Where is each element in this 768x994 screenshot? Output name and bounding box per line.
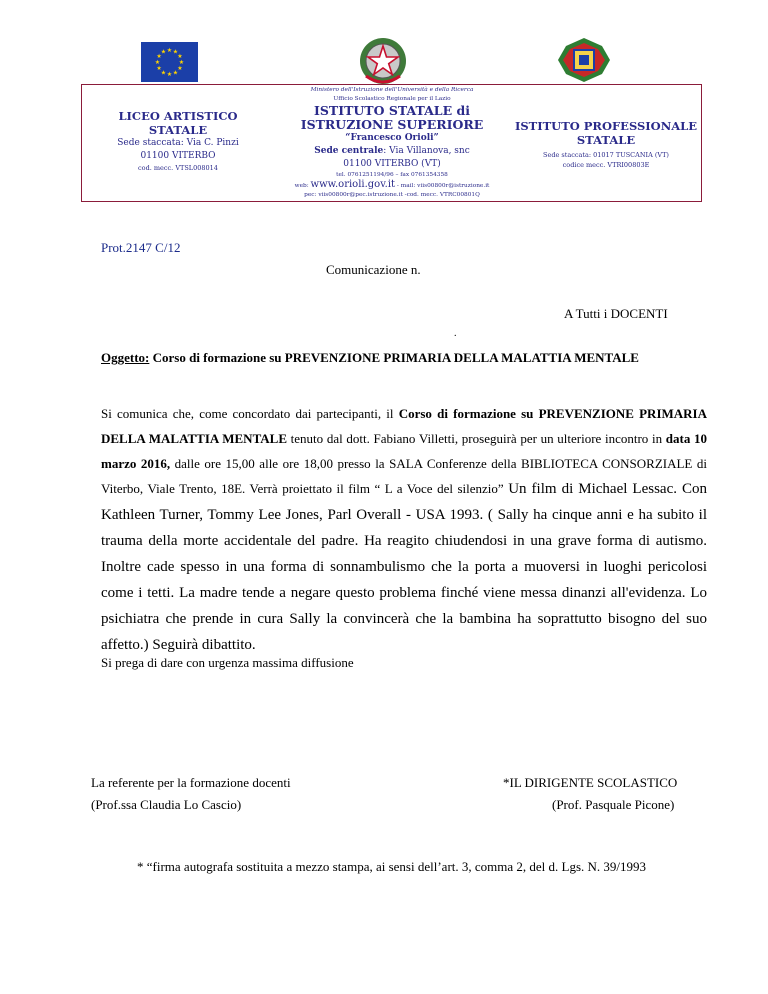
institute-name: “Francesco Orioli” bbox=[345, 133, 439, 143]
eu-flag-logo bbox=[141, 42, 198, 82]
liceo-city: 01100 VITERBO bbox=[140, 151, 216, 161]
liceo-code: cod. mecc. VTSL008014 bbox=[138, 164, 218, 172]
signature-footnote: * “firma autografa sostituita a mezzo stampa, ai sensi dell’art. 3, comma 2, del d. Lgs. N. 39/1993 bbox=[137, 859, 647, 874]
svg-text:★: ★ bbox=[154, 59, 161, 66]
header-right-professionale bbox=[512, 119, 700, 170]
recipients: A Tutti i DOCENTI bbox=[564, 306, 668, 321]
liceo-seat: Sede staccata: Via C. Pinzi bbox=[117, 138, 239, 148]
institute-city: 01100 VITERBO (VT) bbox=[343, 159, 441, 169]
institute-tel: tel. 0761251194/96 – fax 0761354358 bbox=[336, 172, 448, 178]
institute-seat bbox=[272, 145, 512, 158]
svg-text:★: ★ bbox=[160, 48, 167, 56]
svg-text:★: ★ bbox=[156, 65, 162, 72]
svg-text:★: ★ bbox=[166, 47, 173, 54]
svg-text:★: ★ bbox=[166, 71, 173, 78]
italian-republic-emblem bbox=[358, 36, 408, 86]
svg-text:★: ★ bbox=[172, 48, 179, 56]
referente-label: La referente per la formazione docenti bbox=[91, 775, 291, 790]
body-part-3: dalle ore 15,00 alle ore 18,00 presso la SALA Conferenze della BIBLIOTECA CONSORZIALE di Viterbo, Viale Trento, 18E. Verrà proiettato il film “ L a Voce del silenzio” bbox=[101, 456, 707, 496]
subject-line bbox=[101, 350, 639, 366]
seat-value: : Via Villanova, snc bbox=[383, 146, 470, 156]
seat-label: Sede centrale bbox=[314, 146, 384, 156]
subject-label: Oggetto: bbox=[101, 350, 150, 365]
body-paragraph bbox=[101, 401, 707, 658]
body-part-1: Si comunica che, come concordato dai partecipanti, il bbox=[101, 406, 399, 421]
communication-number: Comunicazione n. bbox=[326, 262, 421, 277]
mail-text: - mail: viis00800r@istruzione.it bbox=[395, 183, 490, 189]
separator-dot: . bbox=[454, 328, 457, 339]
professionale-seat: Sede staccata: 01017 TUSCANIA (VT) bbox=[543, 151, 669, 159]
body-film-description: Un film di Michael Lessac. Con Kathleen Turner, Tommy Lee Jones, Parl Overall - USA 1993. ( Sally ha cinque anni e ha subito il trauma della morte accidentale del padre. Ha reagito chiudendosi in una grave forma di autismo. Inoltre cade spesso in una forma di sonnambulismo che la porta a muoversi in luoghi pericolosi come i tetti. La madre tende a negare questo problema finché viene messa dinanzi all'evidenza. Lo psichiatra che prende in cura Sally la convincerà che la bambina ha soprattutto bisogno del suo affetto.) Seguirà dibattito. bbox=[101, 481, 708, 653]
office-line: Ufficio Scolastico Regionale per il Lazio bbox=[333, 96, 451, 102]
lazio-region-logo bbox=[556, 36, 612, 84]
subject-text: Corso di formazione su PREVENZIONE PRIMARIA DELLA MALATTIA MENTALE bbox=[149, 350, 639, 365]
referente-name: (Prof.ssa Claudia Lo Cascio) bbox=[91, 797, 242, 812]
svg-text:★: ★ bbox=[156, 53, 162, 60]
professionale-title-1: ISTITUTO PROFESSIONALE bbox=[515, 119, 697, 133]
ministry-line: Ministero dell'Istruzione dell'Università e della Ricerca bbox=[310, 87, 474, 93]
web-link[interactable]: www.orioli.gov.it bbox=[310, 179, 396, 190]
header-left-liceo bbox=[88, 109, 268, 173]
svg-text:★: ★ bbox=[160, 69, 167, 77]
svg-text:★: ★ bbox=[177, 53, 183, 60]
institute-pec: pec: viis00800r@pec.istruzione.it -cod. mecc. VTRC00801Q bbox=[304, 192, 480, 198]
dirigente-name: (Prof. Pasquale Picone) bbox=[552, 797, 675, 812]
body-course-title: Corso di formazione su PREVENZIONE PRIMARIA DELLA MALATTIA MENTALE bbox=[101, 406, 708, 446]
svg-text:★: ★ bbox=[178, 59, 185, 66]
svg-text:★: ★ bbox=[177, 65, 183, 72]
institute-title-2: ISTRUZIONE SUPERIORE bbox=[300, 117, 484, 132]
liceo-title: LICEO ARTISTICO STATALE bbox=[118, 109, 238, 137]
protocol-number: Prot.2147 C/12 bbox=[101, 240, 181, 255]
professionale-code: codice mecc. VTRI00803E bbox=[562, 161, 650, 169]
institute-title-1: ISTITUTO STATALE di bbox=[314, 103, 470, 118]
body-date: data 10 marzo 2016, bbox=[101, 431, 707, 471]
institute-web-line bbox=[272, 180, 512, 191]
body-part-2: tenuto dal dott. Fabiano Villetti, proseguirà per un ulteriore incontro in bbox=[287, 431, 666, 446]
svg-text:★: ★ bbox=[172, 69, 179, 77]
school-header bbox=[81, 84, 702, 202]
header-center-istituto bbox=[272, 86, 512, 200]
professionale-title-2: STATALE bbox=[576, 133, 636, 147]
web-label: web: bbox=[294, 183, 311, 189]
dirigente-label: *IL DIRIGENTE SCOLASTICO bbox=[503, 775, 678, 790]
diffusion-request: Si prega di dare con urgenza massima diffusione bbox=[101, 655, 354, 670]
